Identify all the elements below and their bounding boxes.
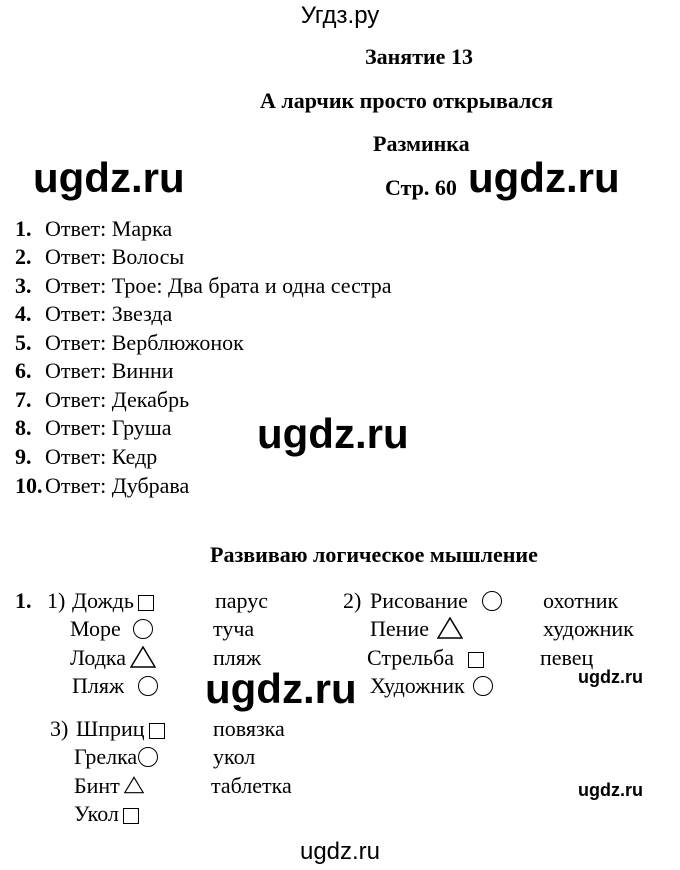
circle-icon (138, 747, 158, 767)
circle-icon (482, 591, 502, 611)
watermark-small: ugdz.ru (578, 780, 643, 800)
group-item (370, 672, 493, 700)
square-icon (149, 723, 165, 739)
group-item (70, 615, 153, 643)
triangle-icon (130, 646, 156, 668)
group-item (72, 587, 154, 615)
answer-number: 1. (15, 216, 32, 241)
answer-number: 5. (15, 330, 32, 355)
answer-number: 7. (15, 387, 32, 412)
circle-icon (138, 676, 158, 696)
watermark: ugdz.ru (33, 154, 185, 201)
watermark: ugdz.ru (205, 665, 357, 712)
answer-text: Ответ: Декабрь (45, 387, 190, 412)
pair-word: парус (215, 588, 269, 613)
answer-text: Ответ: Винни (45, 358, 174, 383)
pair-word: певец (540, 645, 594, 670)
answer-text: Ответ: Трое: Два брата и одна сестра (45, 273, 392, 298)
answer-number: 8. (15, 415, 32, 440)
pair-word: туча (213, 616, 255, 641)
answer-text: Ответ: Марка (45, 216, 173, 241)
answer-number: 6. (15, 358, 32, 383)
answer-item (15, 329, 244, 357)
group-item (72, 672, 158, 700)
group-label: 3) (50, 716, 69, 741)
group-item (76, 715, 165, 743)
group-label: 2) (343, 588, 362, 613)
group-item (70, 644, 156, 672)
pair-word: пляж (213, 645, 262, 670)
pair-word: укол (213, 744, 256, 769)
item-word: Укол (74, 801, 119, 826)
square-icon (123, 808, 139, 824)
item-word: Стрельба (367, 645, 455, 670)
answer-item (15, 272, 392, 300)
item-word: Море (70, 616, 121, 641)
group-item (370, 587, 502, 615)
answer-item (15, 243, 184, 271)
site-footer-link[interactable]: ugdz.ru (299, 838, 381, 865)
pair-word: таблетка (211, 773, 292, 798)
triangle-icon (124, 774, 144, 796)
pair-word: художник (543, 616, 634, 641)
answer-number: 9. (15, 444, 32, 469)
group-item (74, 772, 144, 800)
answer-text: Ответ: Дубрава (45, 473, 190, 498)
answer-text: Ответ: Кедр (45, 444, 158, 469)
pair-word: повязка (213, 716, 285, 741)
answer-item (15, 215, 172, 243)
answer-text: Ответ: Звезда (45, 301, 173, 326)
answer-number: 4. (15, 301, 32, 326)
item-word: Рисование (370, 588, 468, 613)
answer-text: Ответ: Груша (45, 415, 172, 440)
item-word: Пение (370, 616, 429, 641)
group-label: 1) (47, 588, 66, 613)
section-warmup-heading: Разминка (373, 131, 470, 156)
square-icon (468, 652, 484, 668)
square-icon (138, 595, 154, 611)
exercise-number: 1. (15, 588, 32, 613)
circle-icon (133, 619, 153, 639)
item-word: Бинт (74, 773, 120, 798)
item-word: Дождь (72, 588, 134, 613)
answer-number: 2. (15, 244, 32, 269)
circle-icon (473, 676, 493, 696)
group-item (74, 800, 139, 828)
page-reference: Стр. 60 (385, 175, 457, 200)
item-word: Пляж (72, 673, 125, 698)
answer-item (15, 300, 172, 328)
pair-word: охотник (543, 588, 619, 613)
answer-number: 3. (15, 273, 32, 298)
answer-item (15, 443, 157, 471)
group-item (367, 644, 484, 672)
answer-text: Ответ: Волосы (45, 244, 185, 269)
answer-text: Ответ: Верблюжонок (45, 330, 244, 355)
answer-item (15, 386, 189, 414)
triangle-icon (437, 617, 463, 639)
watermark: ugdz.ru (468, 154, 620, 201)
group-item (74, 743, 158, 771)
lesson-title: Занятие 13 (365, 44, 473, 69)
item-word: Художник (370, 673, 465, 698)
lesson-subtitle: А ларчик просто открывался (260, 88, 554, 113)
answer-item (15, 472, 189, 500)
group-item (370, 615, 463, 643)
item-word: Лодка (70, 645, 127, 670)
site-header-title: Угдз.ру (300, 2, 380, 29)
item-word: Шприц (76, 716, 145, 741)
answer-item (15, 414, 172, 442)
answer-number: 10. (15, 473, 43, 498)
item-word: Грелка (74, 744, 138, 769)
watermark: ugdz.ru (257, 410, 409, 457)
watermark-small: ugdz.ru (578, 667, 643, 687)
answer-item (15, 357, 174, 385)
section-logic-heading: Развиваю логическое мышление (210, 542, 538, 567)
